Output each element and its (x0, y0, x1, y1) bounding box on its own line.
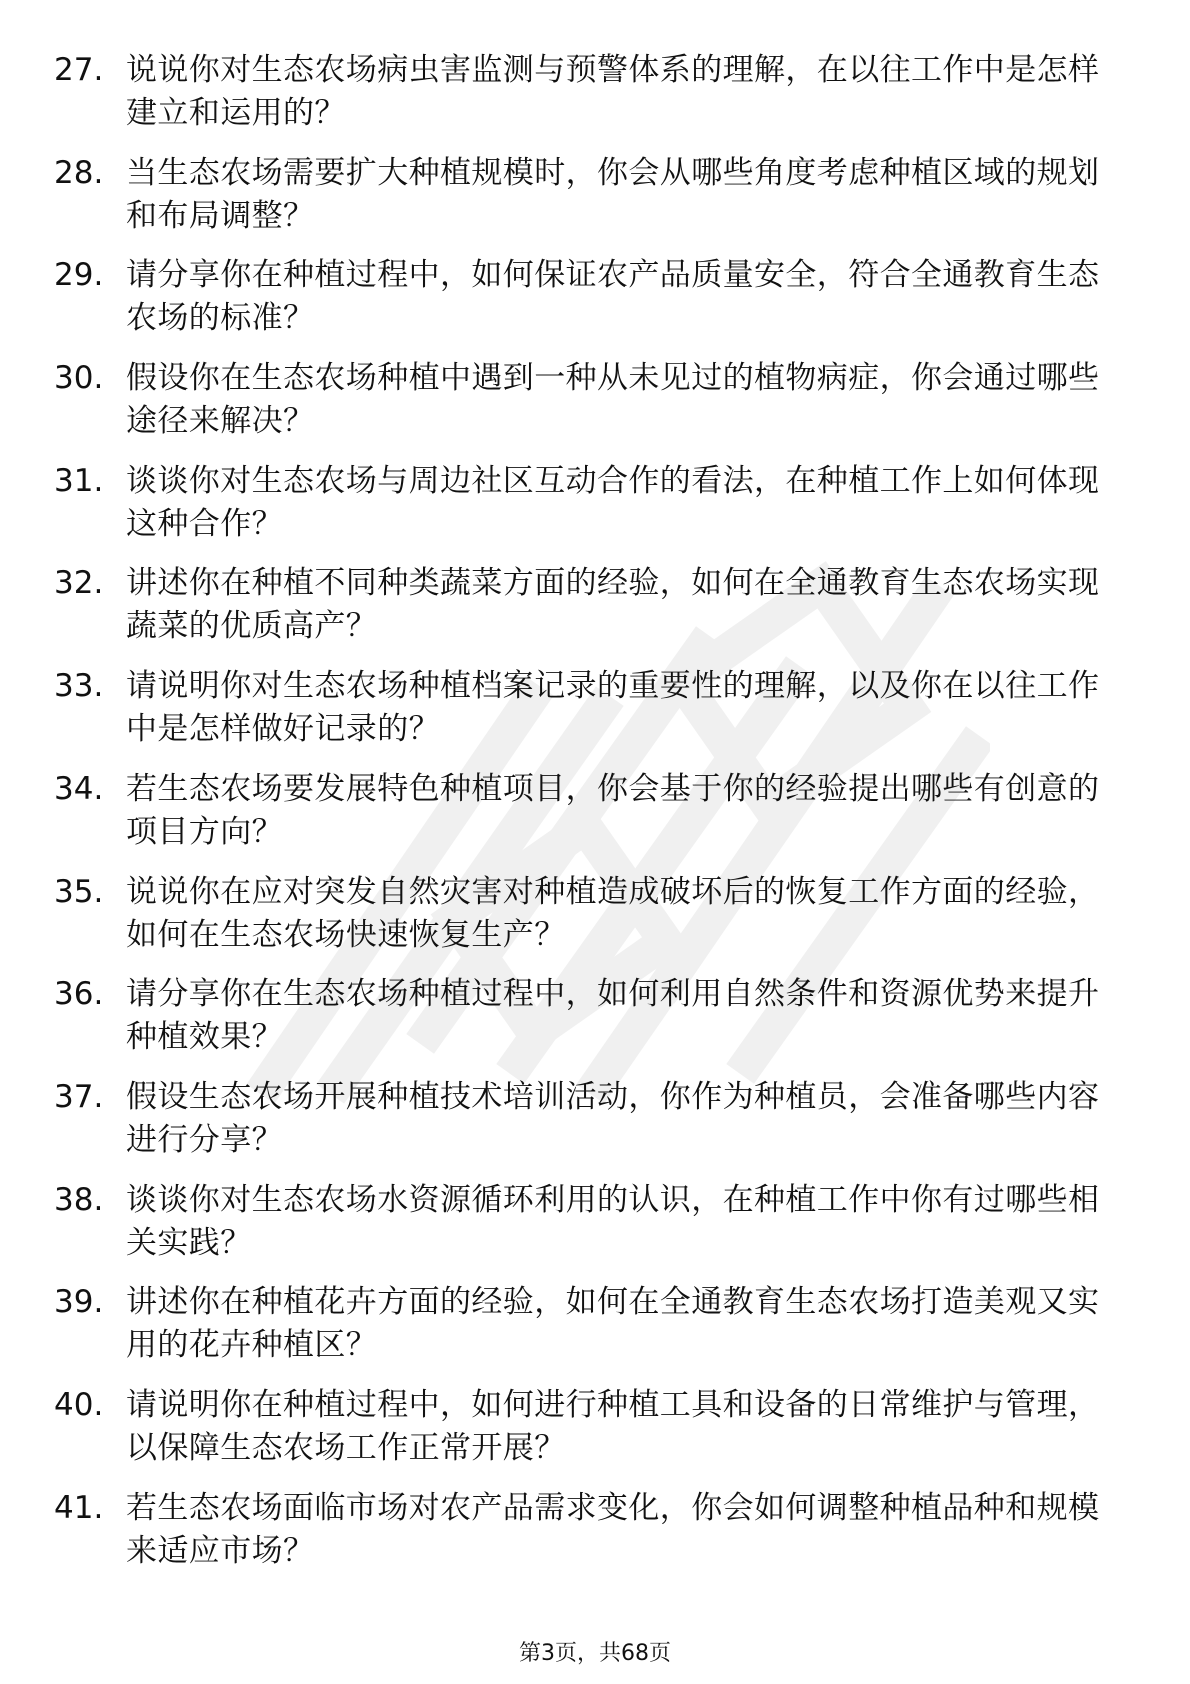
question-text: 请分享你在生态农场种植过程中，如何利用自然条件和资源优势来提升种植效果？ (126, 976, 1100, 1056)
question-text: 说说你对生态农场病虫害监测与预警体系的理解，在以往工作中是怎样建立和运用的？ (126, 52, 1100, 131)
question-item (0, 871, 1190, 974)
question-number: 41. (54, 1489, 104, 1526)
question-number: 39. (54, 1284, 104, 1321)
question-item (0, 49, 1190, 152)
question-item (0, 1384, 1190, 1487)
question-item (0, 562, 1190, 665)
question-text: 说说你在应对突发自然灾害对种植造成破坏后的恢复工作方面的经验，如何在生态农场快速恢复生产？ (126, 873, 1100, 953)
question-text: 若生态农场面临市场对农产品需求变化，你会如何调整种植品种和规模来适应市场？ (126, 1489, 1100, 1569)
question-text: 若生态农场要发展特色种植项目，你会基于你的经验提出哪些有创意的项目方向？ (126, 770, 1100, 850)
question-number: 36. (54, 976, 104, 1013)
question-number: 29. (54, 257, 104, 294)
question-text: 谈谈你对生态农场与周边社区互动合作的看法，在种植工作上如何体现这种合作？ (126, 462, 1100, 542)
question-text: 讲述你在种植花卉方面的经验，如何在全通教育生态农场打造美观又实用的花卉种植区？ (126, 1284, 1100, 1364)
question-text: 假设生态农场开展种植技术培训活动，你作为种植员，会准备哪些内容进行分享？ (126, 1078, 1100, 1158)
question-number: 40. (54, 1386, 104, 1423)
question-number: 35. (54, 873, 104, 910)
question-item (0, 768, 1190, 871)
question-item (0, 460, 1190, 563)
question-text: 请分享你在种植过程中，如何保证农产品质量安全，符合全通教育生态农场的标准？ (126, 257, 1100, 337)
question-number: 33. (54, 668, 104, 705)
question-item (0, 254, 1190, 357)
question-text: 讲述你在种植不同种类蔬菜方面的经验，如何在全通教育生态农场实现蔬菜的优质高产？ (126, 565, 1100, 645)
page-number-label: 第3页，共68页 (519, 1641, 671, 1666)
question-item (0, 1179, 1190, 1282)
question-item (0, 357, 1190, 460)
question-text: 假设你在生态农场种植中遇到一种从未见过的植物病症，你会通过哪些途径来解决？ (126, 360, 1100, 440)
question-number: 27. (54, 52, 104, 88)
question-number: 34. (54, 770, 104, 807)
question-list (0, 49, 1190, 1589)
question-text: 请说明你在种植过程中，如何进行种植工具和设备的日常维护与管理，以保障生态农场工作正常开展？ (126, 1386, 1100, 1466)
page-footer (0, 1636, 1190, 1667)
question-number: 30. (54, 360, 104, 397)
question-text: 谈谈你对生态农场水资源循环利用的认识，在种植工作中你有过哪些相关实践？ (126, 1181, 1100, 1261)
question-item (0, 1076, 1190, 1179)
question-number: 37. (54, 1078, 104, 1115)
question-item (0, 1281, 1190, 1384)
question-item (0, 973, 1190, 1076)
question-item (0, 152, 1190, 255)
question-text: 请说明你对生态农场种植档案记录的重要性的理解，以及你在以往工作中是怎样做好记录的？ (126, 668, 1100, 748)
question-item (0, 1487, 1190, 1590)
question-number: 28. (54, 154, 104, 191)
question-number: 31. (54, 462, 104, 499)
question-item (0, 665, 1190, 768)
question-text: 当生态农场需要扩大种植规模时，你会从哪些角度考虑种植区域的规划和布局调整？ (126, 154, 1100, 234)
question-number: 32. (54, 565, 104, 602)
question-number: 38. (54, 1181, 104, 1218)
